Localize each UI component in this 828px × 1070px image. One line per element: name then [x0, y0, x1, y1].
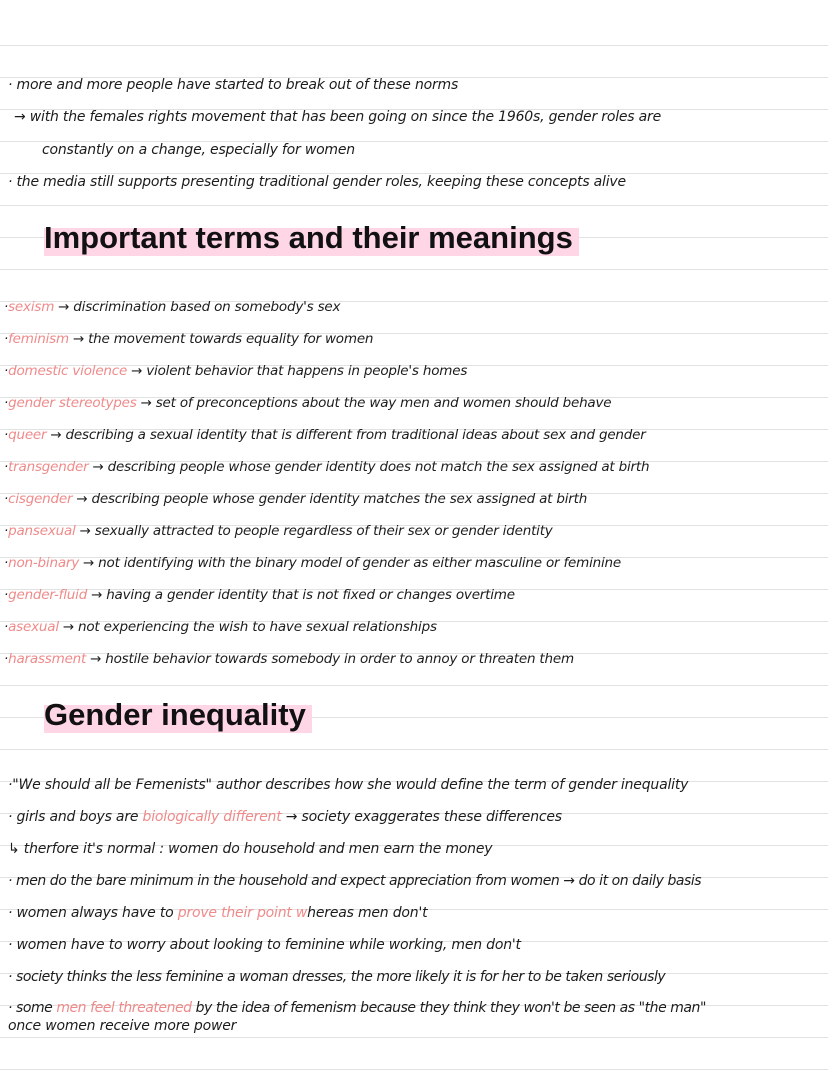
term-item	[4, 330, 373, 348]
arrow-icon: →	[62, 619, 74, 635]
note-text: hereas men don't	[307, 905, 428, 921]
bullet: ·	[4, 331, 9, 347]
bullet: ·	[4, 619, 9, 635]
highlighted-term: biologically different	[142, 809, 282, 825]
arrow-icon: →	[72, 331, 85, 347]
term-name: cisgender	[8, 491, 73, 507]
arrow-icon: →	[140, 395, 152, 411]
term-definition: not experiencing the wish to have sexual relationships	[78, 619, 437, 635]
note-line	[8, 904, 824, 922]
term-definition: describing a sexual identity that is different from traditional ideas about sex and gender	[65, 427, 646, 443]
section-heading: Gender inequality	[44, 697, 312, 733]
arrow-icon: →	[92, 459, 104, 475]
term-item	[4, 522, 553, 540]
arrow-icon: →	[50, 427, 62, 443]
note-line: once women receive more power	[8, 1018, 237, 1034]
term-item	[4, 618, 437, 636]
note-line: → with the females rights movement that has been going on since the 1960s, gender roles are	[14, 109, 661, 125]
term-definition: violent behavior that happens in people's homes	[146, 363, 468, 379]
term-item	[4, 298, 340, 316]
note-line	[8, 808, 824, 826]
term-definition: describing people whose gender identity does not match the sex assigned at birth	[107, 459, 650, 475]
bullet: ·	[4, 427, 9, 443]
term-item	[4, 586, 515, 604]
term-item	[4, 554, 621, 572]
arrow-icon: →	[58, 299, 70, 315]
term-definition: hostile behavior towards somebody in order to annoy or threaten them	[105, 651, 574, 667]
arrow-icon: →	[83, 555, 95, 571]
term-item	[4, 458, 649, 476]
section-heading: Important terms and their meanings	[44, 220, 579, 256]
note-line	[8, 999, 824, 1017]
term-item	[4, 650, 574, 668]
bullet: ·	[4, 523, 9, 539]
term-item	[4, 426, 646, 444]
term-name: harassment	[8, 651, 87, 667]
term-definition: not identifying with the binary model of gender as either masculine or feminine	[98, 555, 621, 571]
highlighted-term: men feel threatened	[56, 1000, 192, 1016]
arrow-icon: →	[76, 491, 88, 507]
bullet: ·	[4, 491, 9, 507]
note-line: · women have to worry about looking to feminine while working, men don't	[8, 937, 521, 953]
bullet: ·	[4, 651, 9, 667]
bullet: ·	[4, 363, 9, 379]
term-name: domestic violence	[8, 363, 128, 379]
arrow-icon: →	[90, 651, 102, 667]
note-line: · more and more people have started to break out of these norms	[8, 77, 459, 93]
note-line: · men do the bare minimum in the household and expect appreciation from women → do it on daily basis	[8, 873, 702, 889]
term-name: gender-fluid	[8, 587, 88, 603]
arrow-icon: →	[91, 587, 103, 603]
arrow-icon: →	[131, 363, 143, 379]
term-name: asexual	[8, 619, 59, 635]
term-name: feminism	[8, 331, 69, 347]
term-name: transgender	[8, 459, 89, 475]
term-definition: describing people whose gender identity matches the sex assigned at birth	[91, 491, 588, 507]
note-line: ↳ therfore it's normal : women do household and men earn the money	[8, 841, 493, 857]
term-definition: having a gender identity that is not fixed or changes overtime	[106, 587, 515, 603]
term-name: sexism	[8, 299, 55, 315]
term-item	[4, 362, 467, 380]
highlighted-term: prove their point w	[177, 905, 308, 921]
bullet: ·	[4, 299, 9, 315]
bullet: ·	[4, 395, 9, 411]
bullet: ·	[4, 459, 9, 475]
note-text: · girls and boys are	[8, 809, 143, 825]
note-line: constantly on a change, especially for women	[42, 142, 355, 158]
note-text: · women always have to	[8, 905, 178, 921]
term-definition: discrimination based on somebody's sex	[73, 299, 341, 315]
term-definition: set of preconceptions about the way men and women should behave	[155, 395, 612, 411]
note-line: ·"We should all be Femenists" author describes how she would define the term of gender inequality	[8, 777, 689, 793]
term-item	[4, 490, 587, 508]
term-definition: the movement towards equality for women	[88, 331, 374, 347]
arrow-icon: →	[79, 523, 91, 539]
bullet: ·	[4, 587, 9, 603]
term-item	[4, 394, 611, 412]
note-text: by the idea of femenism because they think they won't be seen as "the man"	[191, 1000, 706, 1016]
bullet: ·	[4, 555, 9, 571]
note-line: · the media still supports presenting traditional gender roles, keeping these concepts alive	[8, 174, 626, 190]
term-name: gender stereotypes	[8, 395, 137, 411]
term-definition: sexually attracted to people regardless of their sex or gender identity	[94, 523, 553, 539]
term-name: non-binary	[8, 555, 80, 571]
note-text: → society exaggerates these differences	[281, 809, 562, 825]
note-text: · some	[8, 1000, 57, 1016]
term-name: pansexual	[8, 523, 76, 539]
note-line: · society thinks the less feminine a woman dresses, the more likely it is for her to be taken seriously	[8, 969, 666, 985]
term-name: queer	[8, 427, 47, 443]
